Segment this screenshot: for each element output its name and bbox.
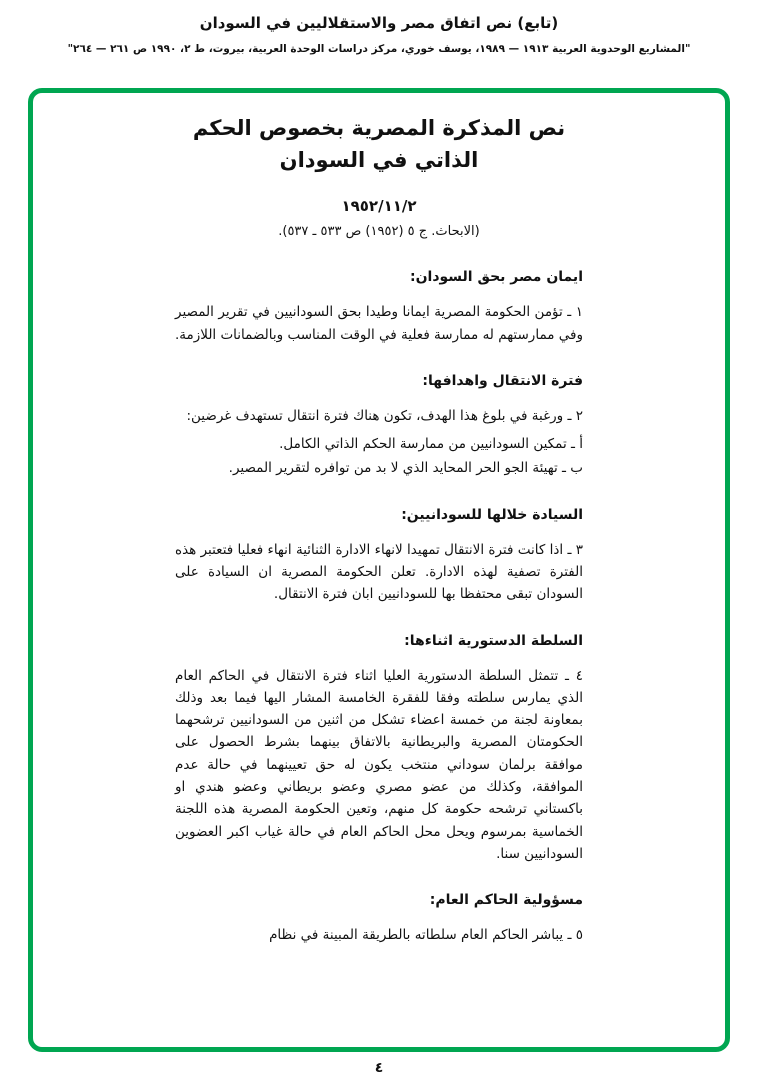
- paragraph: ٣ ـ اذا كانت فترة الانتقال تمهيدا لانهاء الادارة الثنائية انهاء فعليا فتعتبر هذه الفترة تصفية لهذه الادارة. تعلن الحكومة المصرية ان السيادة على السودان تبقى محتفظا بها للسودانيين ابان فترة الانتقال.: [175, 541, 583, 603]
- header-title: (تابع) نص اتفاق مصر والاستقلاليين في السودان: [199, 14, 559, 32]
- section-heading: السيادة خلالها للسودانيين:: [401, 506, 583, 523]
- paragraph: ٥ ـ يباشر الحاكم العام سلطاته بالطريقة المبينة في نظام: [269, 927, 583, 944]
- section-belief: [175, 266, 583, 346]
- list-item-a: أ ـ تمكين السودانيين من ممارسة الحكم الذاتي الكامل.: [279, 436, 583, 453]
- section-heading: ايمان مصر بحق السودان:: [409, 269, 583, 286]
- list-item-b: ب ـ تهيئة الجو الحر المحايد الذي لا بد من توافره لتقرير المصير.: [228, 460, 583, 477]
- paragraph: ١ ـ تؤمن الحكومة المصرية ايمانا وطيدا بحق السودانيين في تقرير المصير وفي ممارستهم له ممارسة فعلية في الوقت المناسب وبالضمانات اللازمة.: [174, 304, 583, 343]
- document-source: (الابحاث. ج ٥ (١٩٥٢) ص ٥٣٣ ـ ٥٣٧).: [278, 223, 480, 239]
- document-date: ١٩٥٢/١١/٢: [341, 197, 417, 215]
- document-title: [175, 113, 583, 176]
- section-constitutional-authority: [175, 630, 583, 865]
- paragraph: ٤ ـ تتمثل السلطة الدستورية العليا اثناء فترة الانتقال في الحاكم العام الذي يمارس سلطته وفقا للفقرة الخامسة المشار اليها فيما بعد وذلك بمعاونة لجنة من خمسة اعضاء تشكل من اثنين من السودانيين ترشحهما الحكومتان المصرية والبريطانية بالاتفاق بينهما بشرط الحصول على موافقة برلمان سوداني منتخب يكون له حق تعيينهما في حالة عدم الموافقة، وكذلك من عضو مصري وعضو بريطاني وعضو هندي او باكستاني ترشحه حكومة كل منهم، وتعين الحكومة المصرية هذه اللجنة الخماسية بمرسوم ويحل محل الحاكم العام في حالة غياب اكبر العضوين السودانيين سنا.: [175, 667, 583, 862]
- section-transition-period: [175, 370, 583, 480]
- document-title-line2: الذاتي في السودان: [279, 147, 479, 172]
- document-frame: [28, 88, 730, 1052]
- section-sovereignty: [175, 504, 583, 606]
- section-governor-general-responsibility: [175, 889, 583, 946]
- paragraph: ٢ ـ ورغبة في بلوغ هذا الهدف، تكون هناك فترة انتقال تستهدف غرضين:: [186, 407, 583, 424]
- section-heading: السلطة الدستورية اثناءها:: [404, 632, 583, 649]
- document-title-line1: نص المذكرة المصرية بخصوص الحكم: [192, 116, 566, 140]
- page-header: [0, 0, 758, 55]
- section-heading: فترة الانتقال واهدافها:: [422, 372, 583, 389]
- section-heading: مسؤولية الحاكم العام:: [429, 892, 583, 909]
- document-content: [175, 93, 583, 946]
- page-number: ٤: [374, 1060, 384, 1076]
- header-citation: "المشاريع الوحدوية العربية ١٩١٣ — ١٩٨٩، يوسف خوري، مركز دراسات الوحدة العربية، بيروت، ط ٢، ١٩٩٠ ص ٢٦١ — ٢٦٤": [67, 43, 691, 55]
